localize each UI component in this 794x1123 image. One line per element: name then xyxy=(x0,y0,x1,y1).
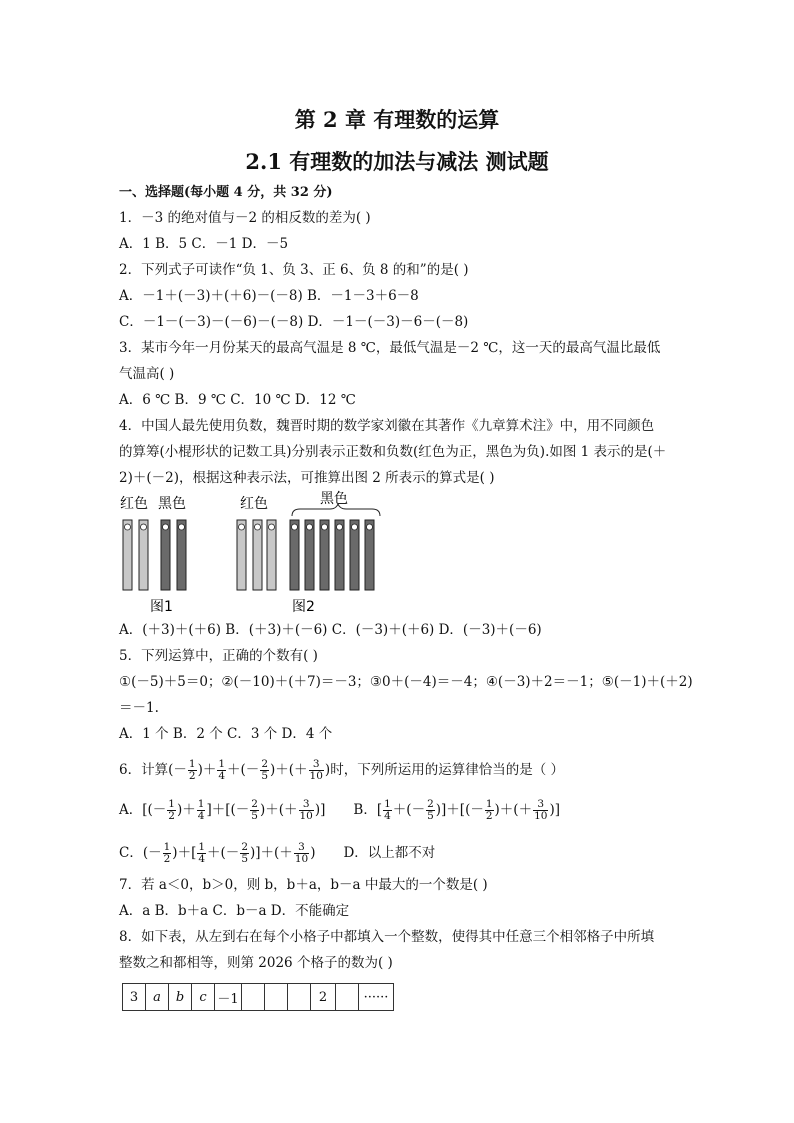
fraction: $\frac{3}{10}$ xyxy=(534,798,548,822)
grid-cell: 2 xyxy=(311,984,336,1011)
grid-cell xyxy=(242,984,265,1011)
fraction: $\frac{2}{5}$ xyxy=(241,841,248,865)
q7-stem: 7．若 a＜0，b＞0，则 b，b＋a，b－a 中最大的一个数是( ) xyxy=(119,877,488,893)
q6-options-ab: A．[(－ $\frac{1}{2}$ )＋ $\frac{1}{4}$ ]＋[(－ $\frac{2}{5}$ )＋(＋ $\frac{3}{10}$ )] B．[ $\frac{1}{4}$ ＋(－ $\frac{2}{5}$ )]＋[(－ $\frac{1}{2}$ )＋(＋ $\frac{3}{10}$ )] xyxy=(119,798,560,822)
fig2-black-label: 黑色 xyxy=(320,491,348,507)
q6-suffix: 时，下列所运用的运算律恰当的是（ ） xyxy=(330,762,564,778)
section-title: 2.1 有理数的加法与减法 测试题 xyxy=(245,149,549,174)
q6-prefix: 6．计算 xyxy=(119,762,169,778)
q5-options: A．1 个 B．2 个 C．3 个 D．4 个 xyxy=(119,726,333,742)
q4-stem-2: 的算筹(小棍形状的记数工具)分别表示正数和负数(红色为正，黑色为负).如图 1 表示的是(＋ xyxy=(119,444,667,460)
fraction: $\frac{1}{4}$ xyxy=(218,758,226,782)
fig1-black-label: 黑色 xyxy=(158,496,186,512)
number-grid xyxy=(122,983,394,1011)
grid-cell: c xyxy=(192,984,215,1011)
fig2-black-rods xyxy=(290,520,374,590)
fraction: $\frac{2}{5}$ xyxy=(427,798,434,822)
fraction: $\frac{3}{10}$ xyxy=(294,841,309,865)
fraction: $\frac{1}{2}$ xyxy=(168,798,175,822)
q5-statements-1: ①(－5)＋5＝0；②(－10)＋(＋7)＝－3；③0＋(－4)＝－4；④(－3)＋2＝－1；⑤(－1)＋(＋2) xyxy=(119,674,693,690)
fraction: $\frac{2}{5}$ xyxy=(261,758,268,782)
fig1-red-label: 红色 xyxy=(120,496,148,512)
grid-cell: －1 xyxy=(215,984,242,1011)
grid-cell xyxy=(336,984,359,1011)
fig1-black-rods xyxy=(161,520,186,590)
q2-stem: 2．下列式子可读作“负 1、负 3、正 6、负 8 的和”的是( ) xyxy=(119,262,469,278)
chapter-title: 第 2 章 有理数的运算 xyxy=(294,107,500,132)
q5-statements-2: ＝－1. xyxy=(119,700,159,716)
fraction: $\frac{1}{2}$ xyxy=(188,758,196,782)
grid-cell: 3 xyxy=(123,984,146,1011)
fig1-caption: 图1 xyxy=(150,599,173,615)
counting-rods-figure xyxy=(116,490,396,620)
q4-options: A．(＋3)＋(＋6) B．(＋3)＋(－6) C．(－3)＋(＋6) D．(－3)＋(－6) xyxy=(119,622,542,638)
q7-options: A．a B．b＋a C．b－a D．不能确定 xyxy=(119,903,350,919)
q6-stem: 6．计算(－ $\frac{1}{2}$ )＋ $\frac{1}{4}$ ＋(－ $\frac{2}{5}$ )＋(＋ $\frac{3}{10}$ )时，下列所运用的运算律恰当的是（ ） xyxy=(119,758,564,782)
grid-cell: b xyxy=(169,984,192,1011)
q2-options-cd: C．－1－(－3)－(－6)－(－8) D．－1－(－3)－6－(－8) xyxy=(119,314,469,330)
q8-stem-1: 8．如下表，从左到右在每个小格子中都填入一个整数，使得其中任意三个相邻格子中所填 xyxy=(119,929,655,945)
q3-stem-1: 3．某市今年一月份某天的最高气温是 8 ℃，最低气温是－2 ℃，这一天的最高气温比最低 xyxy=(119,340,661,356)
grid-cell: a xyxy=(146,984,169,1011)
section-heading: 一、选择题(每小题 4 分，共 32 分) xyxy=(119,185,333,200)
fig1-red-rods xyxy=(123,520,148,590)
fraction: $\frac{3}{10}$ xyxy=(309,758,323,782)
grid-cell xyxy=(265,984,288,1011)
q6-option-d: D．以上都不对 xyxy=(343,845,436,861)
q4-stem-3: 2)＋(－2)，根据这种表示法，可推算出图 2 所表示的算式是( ) xyxy=(119,470,495,486)
q1-stem: 1．－3 的绝对值与－2 的相反数的差为( ) xyxy=(119,210,371,226)
q3-options: A．6 ℃ B．9 ℃ C．10 ℃ D．12 ℃ xyxy=(119,392,356,408)
grid-cell xyxy=(288,984,311,1011)
fraction: $\frac{1}{2}$ xyxy=(485,798,493,822)
q8-stem-2: 整数之和都相等，则第 2026 个格子的数为( ) xyxy=(119,955,393,971)
q3-stem-2: 气温高( ) xyxy=(119,366,175,382)
fig2-red-label: 红色 xyxy=(240,496,268,512)
fraction: $\frac{2}{5}$ xyxy=(251,798,258,822)
fig2-caption: 图2 xyxy=(292,599,315,615)
grid-cell: ······ xyxy=(359,984,394,1011)
fraction: $\frac{1}{2}$ xyxy=(163,841,171,865)
fraction: $\frac{3}{10}$ xyxy=(299,798,313,822)
q4-stem-1: 4．中国人最先使用负数，魏晋时期的数学家刘徽在其著作《九章算术注》中，用不同颜色 xyxy=(119,418,655,434)
q2-options-ab: A．－1＋(－3)＋(＋6)－(－8) B．－1－3＋6－8 xyxy=(119,288,419,304)
q6-options-cd: C．(－ $\frac{1}{2}$ )＋[ $\frac{1}{4}$ ＋(－ $\frac{2}{5}$ )]＋(＋ $\frac{3}{10}$ ) D．以上都不对 xyxy=(119,841,436,865)
grid-row xyxy=(123,984,394,1011)
fraction: $\frac{1}{4}$ xyxy=(384,798,391,822)
q5-stem: 5．下列运算中，正确的个数有( ) xyxy=(119,648,318,664)
fraction: $\frac{1}{4}$ xyxy=(198,841,206,865)
fraction: $\frac{1}{4}$ xyxy=(197,798,205,822)
q1-options: A．1 B．5 C．－1 D．－5 xyxy=(119,236,289,252)
fig2-red-rods xyxy=(237,520,276,590)
